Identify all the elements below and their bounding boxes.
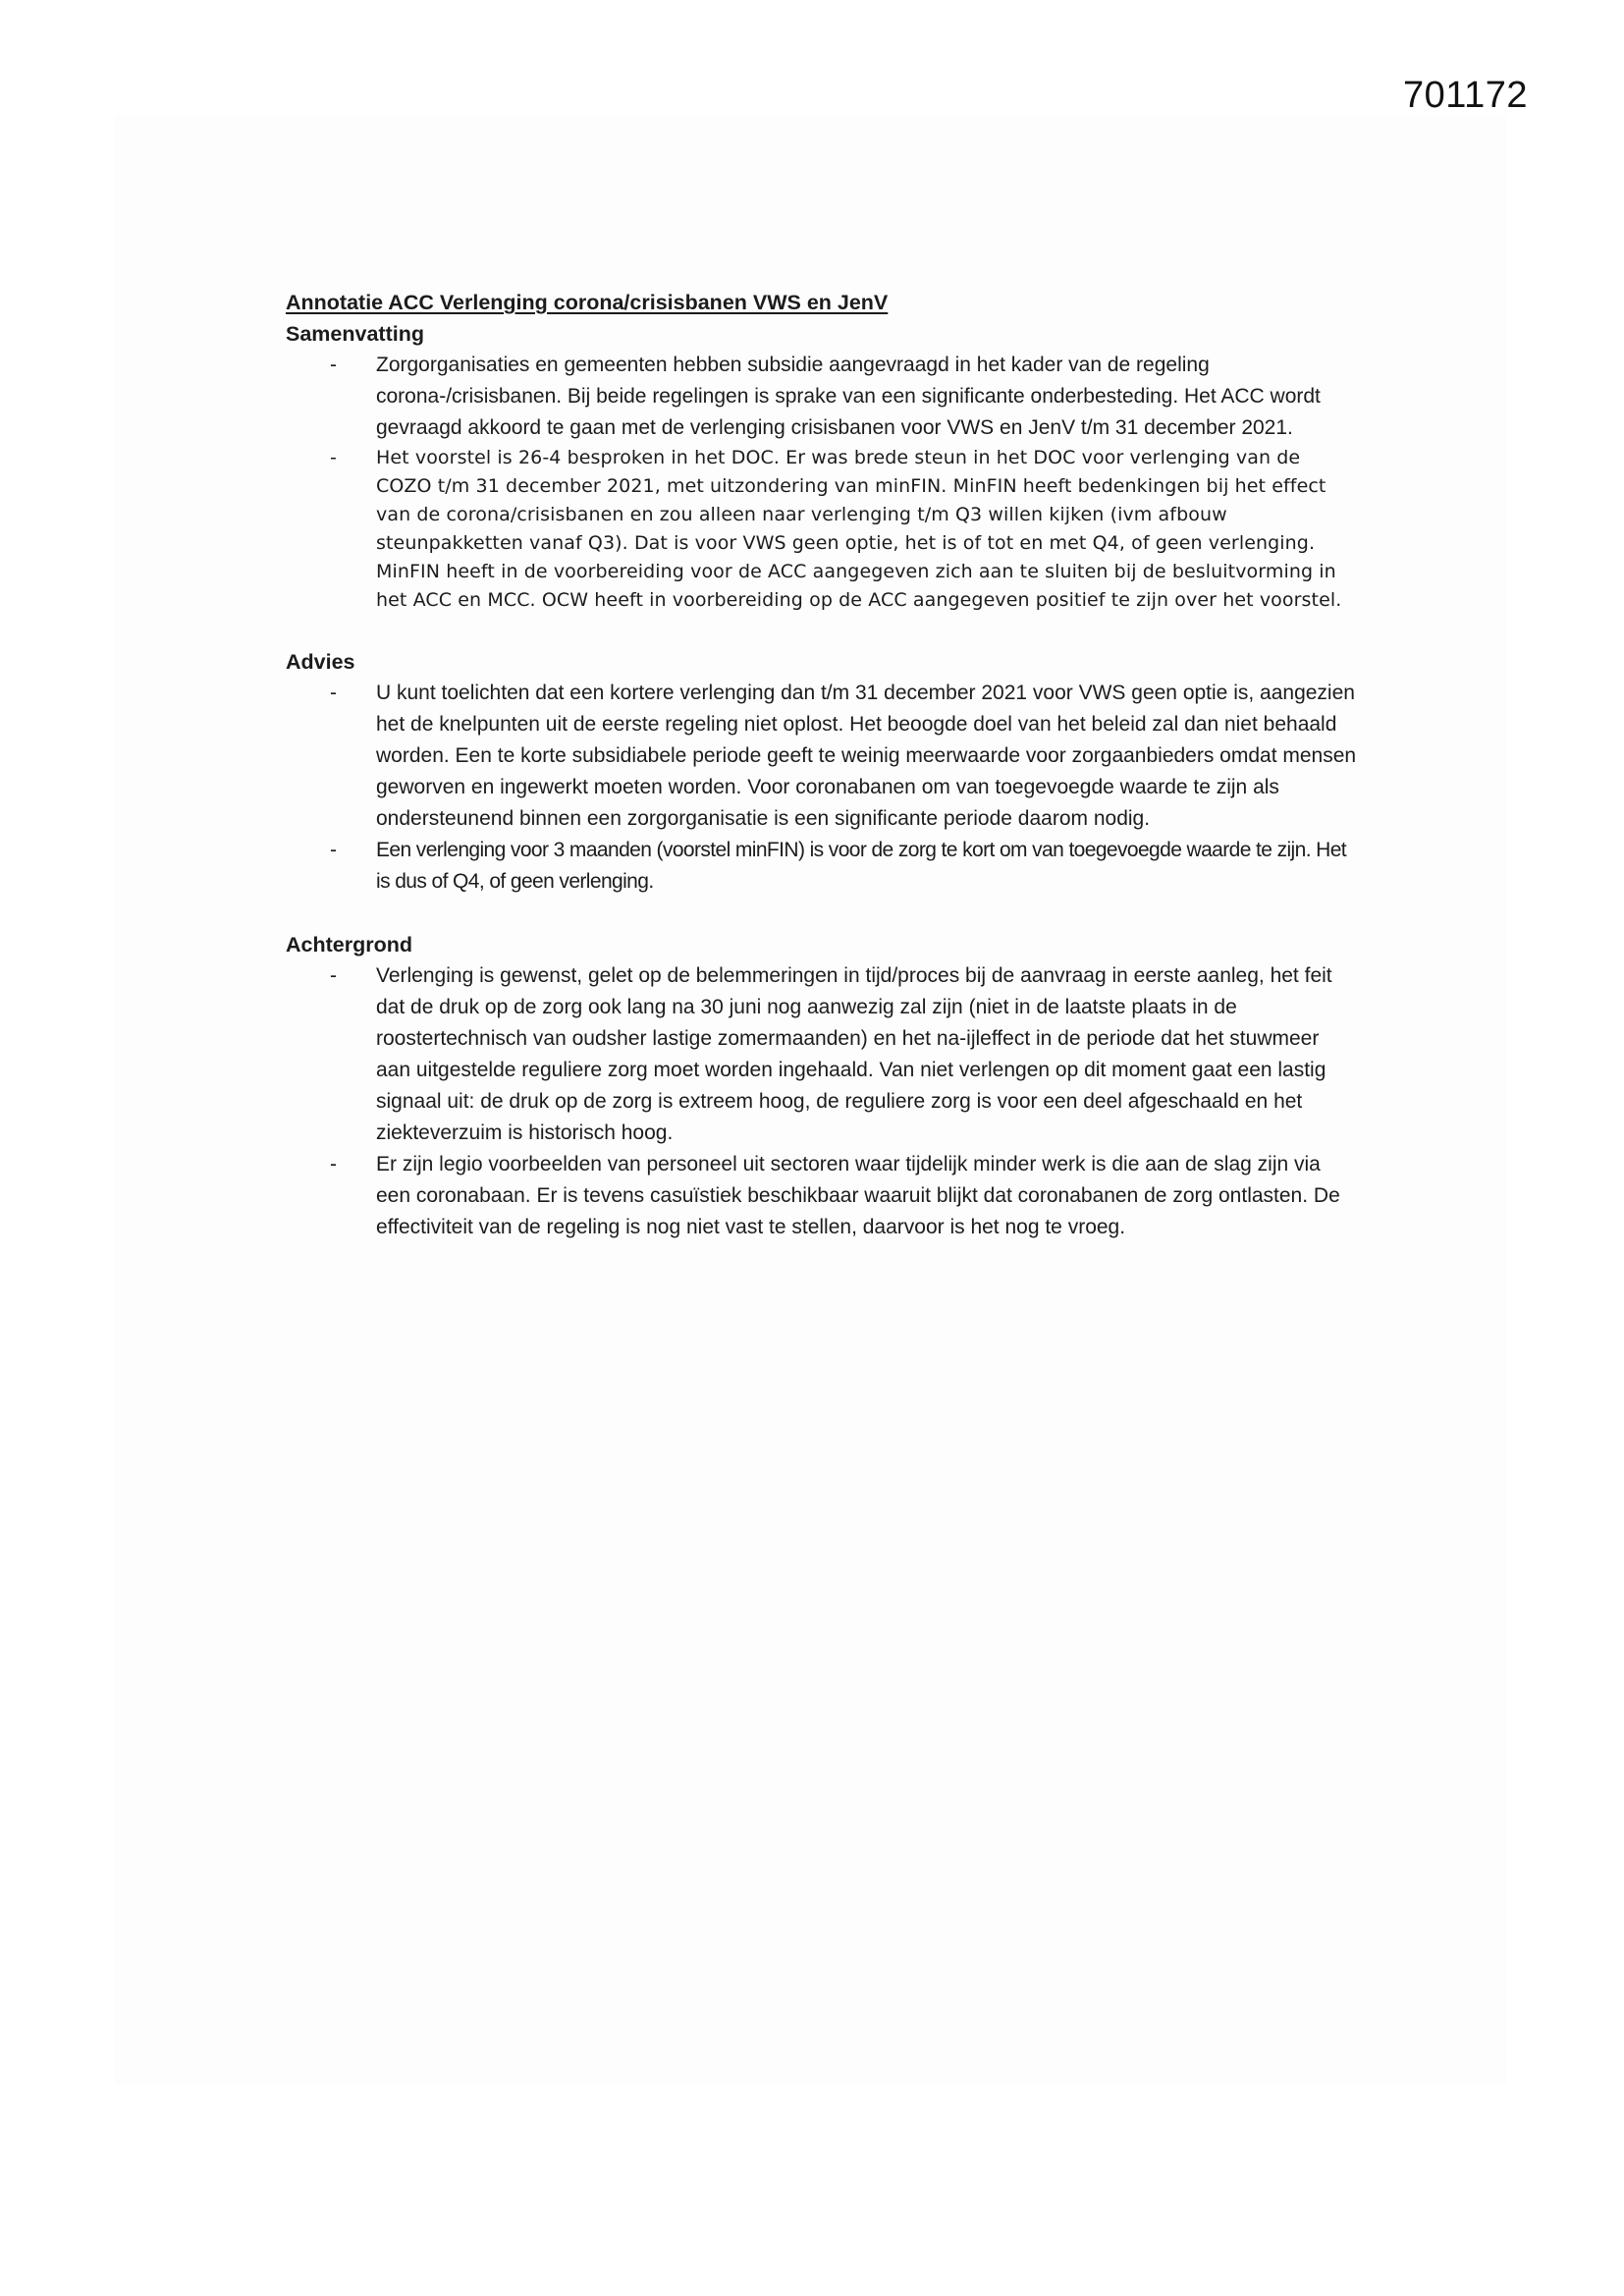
document-title: Annotatie ACC Verlenging corona/crisisbanen VWS en JenV bbox=[286, 291, 889, 314]
list-item-text: Het voorstel is 26-4 besproken in het DOC. Er was brede steun in het DOC voor verlenging van de COZO t/m 31 december 2021, met uitzondering van minFIN. MinFIN heeft bedenkingen bij het effect van de corona/crisisbanen en zou alleen naar verlenging t/m Q3 willen kijken (ivm afbouw steunpakketten vanaf Q3). Dat is voor VWS geen optie, het is of tot en met Q4, of geen verlenging. MinFIN heeft in de voorbereiding voor de ACC aangegeven zich aan te sluiten bij de besluitvorming in het ACC en MCC. OCW heeft in voorbereiding op de ACC aangegeven positief te zijn over het voorstel. bbox=[376, 447, 1342, 611]
list-item-text: U kunt toelichten dat een kortere verlenging dan t/m 31 december 2021 voor VWS geen optie is, aangezien het de knelpunten uit de eerste regeling niet oplost. Het beoogde doel van het beleid zal dan niet behaald worden. Een te korte subsidiabele periode geeft te weinig meerwaarde voor zorgaanbieders omdat mensen geworven en ingewerkt moeten worden. Voor coronabanen om van toegevoegde waarde te zijn als ondersteunend binnen een zorgorganisatie is een significante periode daarom nodig. bbox=[376, 682, 1357, 830]
document-body bbox=[286, 287, 1376, 1243]
bullet-dash: - bbox=[330, 682, 337, 704]
bullet-dash: - bbox=[330, 1153, 337, 1175]
list-item bbox=[286, 1149, 1358, 1243]
list-item-text: Zorgorganisaties en gemeenten hebben subsidie aangevraagd in het kader van de regeling corona-/crisisbanen. Bij beide regelingen is sprake van een significante onderbesteding. Het ACC wordt gevraagd akkoord te gaan met de verlenging crisisbanen voor VWS en JenV t/m 31 december 2021. bbox=[376, 354, 1321, 439]
bullet-dash: - bbox=[330, 964, 337, 987]
section-achtergrond bbox=[286, 929, 1376, 1243]
list-item bbox=[286, 835, 1358, 898]
list-item-text: Verlenging is gewenst, gelet op de belemmeringen in tijd/proces bij de aanvraag in eerste aanleg, het feit dat de druk op de zorg ook lang na 30 juni nog aanwezig zal zijn (niet in de laatste plaats in de roostertechnisch van oudsher lastige zomermaanden) en het na-ijleffect in de periode dat het stuwmeer aan uitgestelde reguliere zorg moet worden ingehaald. Van niet verlengen op dit moment gaat een lastig signaal uit: de druk op de zorg is extreem hoog, de reguliere zorg is voor een deel afgeschaald en het ziekteverzuim is historisch hoog. bbox=[376, 964, 1332, 1144]
bullet-dash: - bbox=[330, 839, 337, 861]
section-samenvatting bbox=[286, 318, 1376, 615]
bullet-list bbox=[286, 350, 1376, 615]
section-heading: Samenvatting bbox=[286, 322, 424, 346]
list-item bbox=[286, 678, 1358, 835]
list-item bbox=[286, 960, 1358, 1149]
bullet-dash: - bbox=[330, 354, 337, 376]
list-item-text: Een verlenging voor 3 maanden (voorstel minFIN) is voor de zorg te kort om van toegevoegde waarde te zijn. Het is dus of Q4, of geen verlenging. bbox=[376, 839, 1347, 893]
bullet-list bbox=[286, 960, 1376, 1243]
bullet-dash: - bbox=[330, 447, 337, 468]
section-heading: Advies bbox=[286, 650, 355, 674]
bullet-list bbox=[286, 678, 1376, 898]
list-item-text: Er zijn legio voorbeelden van personeel uit sectoren waar tijdelijk minder werk is die aan de slag zijn via een coronabaan. Er is tevens casuïstiek beschikbaar waaruit blijkt dat coronabanen de zorg ontlasten. De effectiviteit van de regeling is nog niet vast te stellen, daarvoor is het nog te vroeg. bbox=[376, 1153, 1340, 1238]
list-item bbox=[286, 444, 1358, 615]
section-heading: Achtergrond bbox=[286, 933, 412, 957]
document-number: 701172 bbox=[1403, 75, 1528, 116]
list-item bbox=[286, 350, 1358, 444]
section-advies bbox=[286, 646, 1376, 898]
